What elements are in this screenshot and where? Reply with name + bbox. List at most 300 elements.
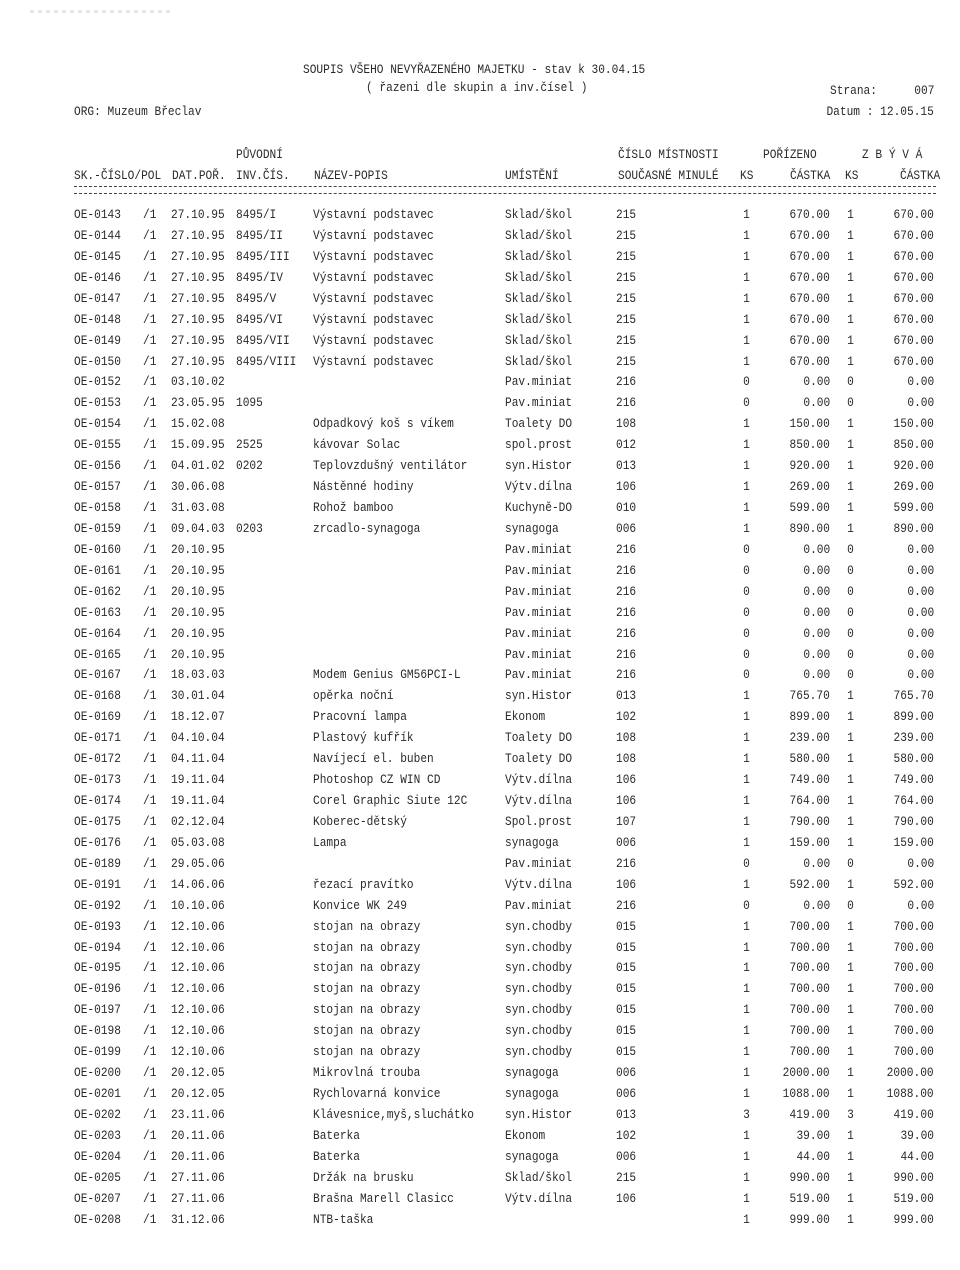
cell-ks2: 1 [847,981,854,997]
cell-mistnost: 107 [616,813,637,829]
cell-mistnost: 215 [616,311,637,327]
cell-nazev: Klávesnice,myš,sluchátko [313,1106,475,1122]
cell-ks2: 1 [847,248,854,264]
cell-castka1: 670.00 [789,269,830,285]
cell-ks2: 1 [847,269,854,285]
cell-umisteni: Sklad/škol [505,353,573,369]
cell-inv-cis: 8495/VI [236,311,283,327]
cell-dat-por: 15.02.08 [171,416,225,432]
cell-sk-cislo: OE-0145 [74,248,121,264]
cell-sk-cislo: OE-0157 [74,479,121,495]
cell-ks2: 1 [847,437,854,453]
cell-sk-cislo: OE-0175 [74,813,121,829]
cell-inv-cis: 8495/II [236,227,283,243]
cell-ks1: 1 [743,520,750,536]
cell-castka1: 150.00 [789,416,830,432]
cell-dat-por: 18.03.03 [171,667,225,683]
table-row [0,289,960,309]
cell-mistnost: 215 [616,1169,637,1185]
report-subtitle: ( řazeni dle skupin a inv.čísel ) [366,80,588,95]
cell-umisteni: Sklad/škol [505,269,573,285]
cell-dat-por: 30.01.04 [171,688,225,704]
cell-mistnost: 108 [616,730,637,746]
cell-umisteni: Výtv.dílna [505,772,573,788]
cell-umisteni: Toalety DO [505,730,573,746]
col-castka1: ČÁSTKA [790,168,831,183]
cell-castka1: 0.00 [803,562,830,578]
report-title: SOUPIS VŠEHO NEVYŘAZENÉHO MAJETKU - stav k 30.04.15 [303,62,646,77]
cell-pol: /1 [143,834,157,850]
cell-umisteni: synagoga [505,1148,559,1164]
cell-dat-por: 03.10.02 [171,374,225,390]
cell-sk-cislo: OE-0197 [74,1002,121,1018]
cell-umisteni: Sklad/škol [505,332,573,348]
cell-ks1: 1 [743,1065,750,1081]
col-ks2: KS [845,168,859,183]
cell-dat-por: 27.11.06 [171,1169,225,1185]
cell-ks1: 1 [743,709,750,725]
cell-castka1: 850.00 [789,437,830,453]
cell-pol: /1 [143,772,157,788]
cell-ks2: 1 [847,353,854,369]
cell-umisteni: Ekonom [505,1127,546,1143]
table-row [0,624,960,644]
cell-sk-cislo: OE-0191 [74,876,121,892]
cell-pol: /1 [143,730,157,746]
cell-ks2: 1 [847,1023,854,1039]
cell-inv-cis: 1095 [236,395,263,411]
cell-castka2: 44.00 [900,1148,934,1164]
cell-mistnost: 006 [616,1086,637,1102]
table-row [0,414,960,434]
col-dat-por: DAT.POŘ. [172,168,226,183]
cell-castka2: 670.00 [893,207,934,222]
cell-nazev: Výstavní podstavec [313,353,434,369]
cell-ks2: 1 [847,1127,854,1143]
cell-mistnost: 015 [616,939,637,955]
cell-ks2: 1 [847,960,854,976]
cell-ks2: 0 [847,625,854,641]
cell-ks2: 1 [847,500,854,516]
cell-pol: /1 [143,876,157,892]
cell-pol: /1 [143,688,157,704]
cell-umisteni: Pav.miniat [505,646,573,662]
cell-umisteni: Sklad/škol [505,248,573,264]
cell-nazev: Modem Genius GM56PCI-L [313,667,461,683]
cell-sk-cislo: OE-0194 [74,939,121,955]
table-row [0,1063,960,1083]
cell-pol: /1 [143,374,157,390]
cell-castka1: 580.00 [789,751,830,767]
cell-ks1: 1 [743,458,750,474]
cell-castka1: 670.00 [789,290,830,306]
cell-dat-por: 27.10.95 [171,311,225,327]
cell-nazev: Koberec-dětský [313,813,407,829]
cell-sk-cislo: OE-0198 [74,1023,121,1039]
cell-sk-cislo: OE-0203 [74,1127,121,1143]
cell-castka2: 899.00 [893,709,934,725]
cell-castka2: 990.00 [893,1169,934,1185]
cell-ks1: 1 [743,1002,750,1018]
cell-umisteni: syn.chodby [505,1044,573,1060]
cell-castka2: 0.00 [907,395,934,411]
cell-pol: /1 [143,500,157,516]
table-row [0,519,960,539]
table-row [0,938,960,958]
cell-castka2: 670.00 [893,353,934,369]
cell-ks2: 3 [847,1106,854,1122]
cell-dat-por: 20.11.06 [171,1127,225,1143]
table-row [0,435,960,455]
cell-umisteni: syn.chodby [505,1002,573,1018]
cell-ks1: 0 [743,625,750,641]
cell-dat-por: 15.09.95 [171,437,225,453]
cell-umisteni: Pav.miniat [505,604,573,620]
cell-umisteni: syn.chodby [505,981,573,997]
cell-dat-por: 27.11.06 [171,1190,225,1206]
cell-umisteni: Pav.miniat [505,541,573,557]
cell-sk-cislo: OE-0146 [74,269,121,285]
cell-nazev: NTB-taška [313,1211,374,1227]
cell-castka1: 0.00 [803,625,830,641]
cell-mistnost: 012 [616,437,637,453]
cell-dat-por: 31.03.08 [171,500,225,516]
cell-castka1: 764.00 [789,793,830,809]
cell-pol: /1 [143,646,157,662]
table-row [0,749,960,769]
cell-pol: /1 [143,897,157,913]
cell-sk-cislo: OE-0165 [74,646,121,662]
cell-ks1: 1 [743,269,750,285]
cell-pol: /1 [143,1002,157,1018]
cell-sk-cislo: OE-0172 [74,751,121,767]
organization: ORG: Muzeum Břeclav [74,104,202,119]
cell-nazev: stojan na obrazy [313,918,421,934]
cell-pol: /1 [143,1190,157,1206]
cell-ks1: 1 [743,688,750,704]
cell-castka2: 2000.00 [887,1065,934,1081]
cell-pol: /1 [143,813,157,829]
cell-nazev: Výstavní podstavec [313,290,434,306]
cell-inv-cis: 8495/VII [236,332,290,348]
cell-castka2: 0.00 [907,897,934,913]
cell-pol: /1 [143,709,157,725]
cell-ks1: 1 [743,500,750,516]
cell-castka1: 599.00 [789,500,830,516]
cell-sk-cislo: OE-0199 [74,1044,121,1060]
cell-sk-cislo: OE-0153 [74,395,121,411]
cell-nazev: Baterka [313,1127,360,1143]
cell-ks2: 0 [847,562,854,578]
cell-castka2: 850.00 [893,437,934,453]
cell-castka1: 700.00 [789,939,830,955]
cell-castka2: 670.00 [893,269,934,285]
cell-mistnost: 216 [616,562,637,578]
cell-umisteni: Výtv.dílna [505,793,573,809]
cell-sk-cislo: OE-0167 [74,667,121,683]
cell-nazev: Photoshop CZ WIN CD [313,772,441,788]
cell-mistnost: 216 [616,395,637,411]
cell-ks1: 1 [743,311,750,327]
table-row [0,728,960,748]
cell-sk-cislo: OE-0150 [74,353,121,369]
cell-castka2: 749.00 [893,772,934,788]
cell-mistnost: 006 [616,834,637,850]
cell-castka2: 700.00 [893,1044,934,1060]
cell-sk-cislo: OE-0162 [74,583,121,599]
cell-dat-por: 20.11.06 [171,1148,225,1164]
cell-mistnost: 015 [616,981,637,997]
cell-ks1: 0 [743,855,750,871]
cell-sk-cislo: OE-0168 [74,688,121,704]
cell-castka2: 39.00 [900,1127,934,1143]
cell-ks2: 1 [847,793,854,809]
cell-dat-por: 27.10.95 [171,290,225,306]
cell-castka1: 999.00 [789,1211,830,1227]
cell-castka2: 0.00 [907,374,934,390]
cell-mistnost: 006 [616,1148,637,1164]
cell-dat-por: 20.12.05 [171,1065,225,1081]
cell-mistnost: 216 [616,667,637,683]
cell-sk-cislo: OE-0161 [74,562,121,578]
cell-ks2: 1 [847,751,854,767]
cell-ks1: 1 [743,981,750,997]
cell-mistnost: 102 [616,1127,637,1143]
cell-sk-cislo: OE-0201 [74,1086,121,1102]
cell-ks2: 1 [847,1065,854,1081]
cell-pol: /1 [143,269,157,285]
cell-dat-por: 19.11.04 [171,772,225,788]
cell-pol: /1 [143,625,157,641]
cell-castka1: 749.00 [789,772,830,788]
table-row [0,1000,960,1020]
cell-mistnost: 216 [616,541,637,557]
cell-sk-cislo: OE-0149 [74,332,121,348]
cell-ks2: 0 [847,395,854,411]
cell-castka1: 159.00 [789,834,830,850]
cell-castka1: 890.00 [789,520,830,536]
cell-mistnost: 215 [616,290,637,306]
cell-umisteni: Výtv.dílna [505,876,573,892]
cell-inv-cis: 8495/I [236,207,277,222]
cell-umisteni: Toalety DO [505,416,573,432]
cell-dat-por: 23.05.95 [171,395,225,411]
cell-ks2: 1 [847,520,854,536]
cell-dat-por: 27.10.95 [171,353,225,369]
cell-castka1: 519.00 [789,1190,830,1206]
cell-umisteni: Toalety DO [505,751,573,767]
cell-mistnost: 010 [616,500,637,516]
cell-pol: /1 [143,1127,157,1143]
table-row [0,205,960,225]
cell-mistnost: 015 [616,1023,637,1039]
cell-pol: /1 [143,416,157,432]
cell-castka2: 670.00 [893,311,934,327]
cell-umisteni: Pav.miniat [505,897,573,913]
cell-ks2: 0 [847,374,854,390]
cell-inv-cis: 8495/V [236,290,277,306]
table-row [0,456,960,476]
cell-sk-cislo: OE-0207 [74,1190,121,1206]
cell-castka2: 150.00 [893,416,934,432]
cell-inv-cis: 8495/III [236,248,290,264]
cell-pol: /1 [143,981,157,997]
cell-ks1: 1 [743,960,750,976]
cell-pol: /1 [143,1044,157,1060]
cell-sk-cislo: OE-0193 [74,918,121,934]
cell-dat-por: 12.10.06 [171,939,225,955]
page-number: 007 [913,83,934,98]
cell-ks2: 1 [847,1190,854,1206]
cell-mistnost: 013 [616,458,637,474]
cell-umisteni: synagoga [505,520,559,536]
cell-sk-cislo: OE-0171 [74,730,121,746]
cell-umisteni: Sklad/škol [505,227,573,243]
cell-sk-cislo: OE-0154 [74,416,121,432]
cell-sk-cislo: OE-0143 [74,207,121,222]
cell-mistnost: 215 [616,332,637,348]
cell-ks2: 1 [847,416,854,432]
cell-dat-por: 31.12.06 [171,1211,225,1227]
table-row [0,958,960,978]
cell-dat-por: 27.10.95 [171,332,225,348]
table-row [0,268,960,288]
cell-nazev: stojan na obrazy [313,1002,421,1018]
col-castka2: ČÁSTKA [900,168,941,183]
cell-ks2: 1 [847,688,854,704]
cell-castka1: 700.00 [789,1002,830,1018]
table-row [0,686,960,706]
cell-castka1: 670.00 [789,207,830,222]
cell-dat-por: 27.10.95 [171,227,225,243]
cell-ks1: 0 [743,646,750,662]
cell-nazev: stojan na obrazy [313,960,421,976]
table-row [0,896,960,916]
cell-dat-por: 27.10.95 [171,207,225,222]
col-soucasne-minule: SOUČASNÉ MINULÉ [618,168,719,183]
cell-castka2: 0.00 [907,541,934,557]
cell-dat-por: 09.04.03 [171,520,225,536]
cell-nazev: stojan na obrazy [313,1044,421,1060]
cell-ks1: 1 [743,876,750,892]
cell-umisteni: synagoga [505,834,559,850]
cell-ks1: 1 [743,751,750,767]
cell-sk-cislo: OE-0196 [74,981,121,997]
cell-nazev: kávovar Solac [313,437,401,453]
cell-dat-por: 29.05.06 [171,855,225,871]
cell-dat-por: 12.10.06 [171,1002,225,1018]
cell-mistnost: 015 [616,1044,637,1060]
cell-castka1: 670.00 [789,353,830,369]
cell-pol: /1 [143,793,157,809]
cell-castka1: 0.00 [803,897,830,913]
cell-pol: /1 [143,1023,157,1039]
cell-umisteni: Pav.miniat [505,395,573,411]
cell-castka1: 899.00 [789,709,830,725]
cell-sk-cislo: OE-0195 [74,960,121,976]
cell-pol: /1 [143,1211,157,1227]
cell-umisteni: Pav.miniat [505,625,573,641]
cell-pol: /1 [143,604,157,620]
cell-nazev: Výstavní podstavec [313,311,434,327]
cell-sk-cislo: OE-0176 [74,834,121,850]
cell-ks1: 1 [743,207,750,222]
cell-nazev: Rychlovarná konvice [313,1086,441,1102]
cell-ks1: 0 [743,583,750,599]
cell-mistnost: 108 [616,751,637,767]
cell-umisteni: Sklad/škol [505,311,573,327]
cell-dat-por: 12.10.06 [171,960,225,976]
cell-sk-cislo: OE-0192 [74,897,121,913]
cell-ks2: 0 [847,541,854,557]
cell-umisteni: Ekonom [505,709,546,725]
cell-pol: /1 [143,960,157,976]
cell-castka2: 670.00 [893,332,934,348]
cell-mistnost: 106 [616,876,637,892]
cell-umisteni: syn.Histor [505,688,573,704]
cell-mistnost: 006 [616,1065,637,1081]
cell-castka1: 592.00 [789,876,830,892]
cell-sk-cislo: OE-0173 [74,772,121,788]
cell-sk-cislo: OE-0160 [74,541,121,557]
table-row [0,393,960,413]
cell-dat-por: 05.03.08 [171,834,225,850]
table-row [0,331,960,351]
cell-castka1: 670.00 [789,311,830,327]
cell-ks1: 1 [743,353,750,369]
cell-ks1: 0 [743,604,750,620]
cell-ks1: 1 [743,1023,750,1039]
cell-castka1: 269.00 [789,479,830,495]
cell-ks2: 1 [847,1211,854,1227]
table-row [0,1210,960,1230]
cell-castka1: 920.00 [789,458,830,474]
cell-castka2: 920.00 [893,458,934,474]
cell-castka1: 0.00 [803,855,830,871]
table-row [0,226,960,246]
cell-dat-por: 27.10.95 [171,248,225,264]
cell-dat-por: 12.10.06 [171,1023,225,1039]
cell-sk-cislo: OE-0169 [74,709,121,725]
cell-dat-por: 20.10.95 [171,562,225,578]
cell-dat-por: 20.10.95 [171,646,225,662]
table-row [0,1168,960,1188]
cell-pol: /1 [143,227,157,243]
cell-ks2: 1 [847,311,854,327]
cell-mistnost: 006 [616,520,637,536]
table-row [0,1147,960,1167]
table-row [0,582,960,602]
cell-castka1: 670.00 [789,332,830,348]
cell-umisteni: synagoga [505,1065,559,1081]
cell-sk-cislo: OE-0205 [74,1169,121,1185]
cell-castka1: 670.00 [789,227,830,243]
cell-pol: /1 [143,207,157,222]
cell-castka2: 419.00 [893,1106,934,1122]
cell-sk-cislo: OE-0158 [74,500,121,516]
cell-dat-por: 12.10.06 [171,1044,225,1060]
cell-nazev: Corel Graphic Siute 12C [313,793,468,809]
cell-castka1: 700.00 [789,981,830,997]
table-row [0,1105,960,1125]
cell-sk-cislo: OE-0148 [74,311,121,327]
cell-castka1: 0.00 [803,604,830,620]
cell-castka2: 519.00 [893,1190,934,1206]
cell-ks2: 1 [847,918,854,934]
report-date: Datum : 12.05.15 [826,104,934,119]
cell-castka1: 700.00 [789,1044,830,1060]
cell-ks1: 0 [743,395,750,411]
